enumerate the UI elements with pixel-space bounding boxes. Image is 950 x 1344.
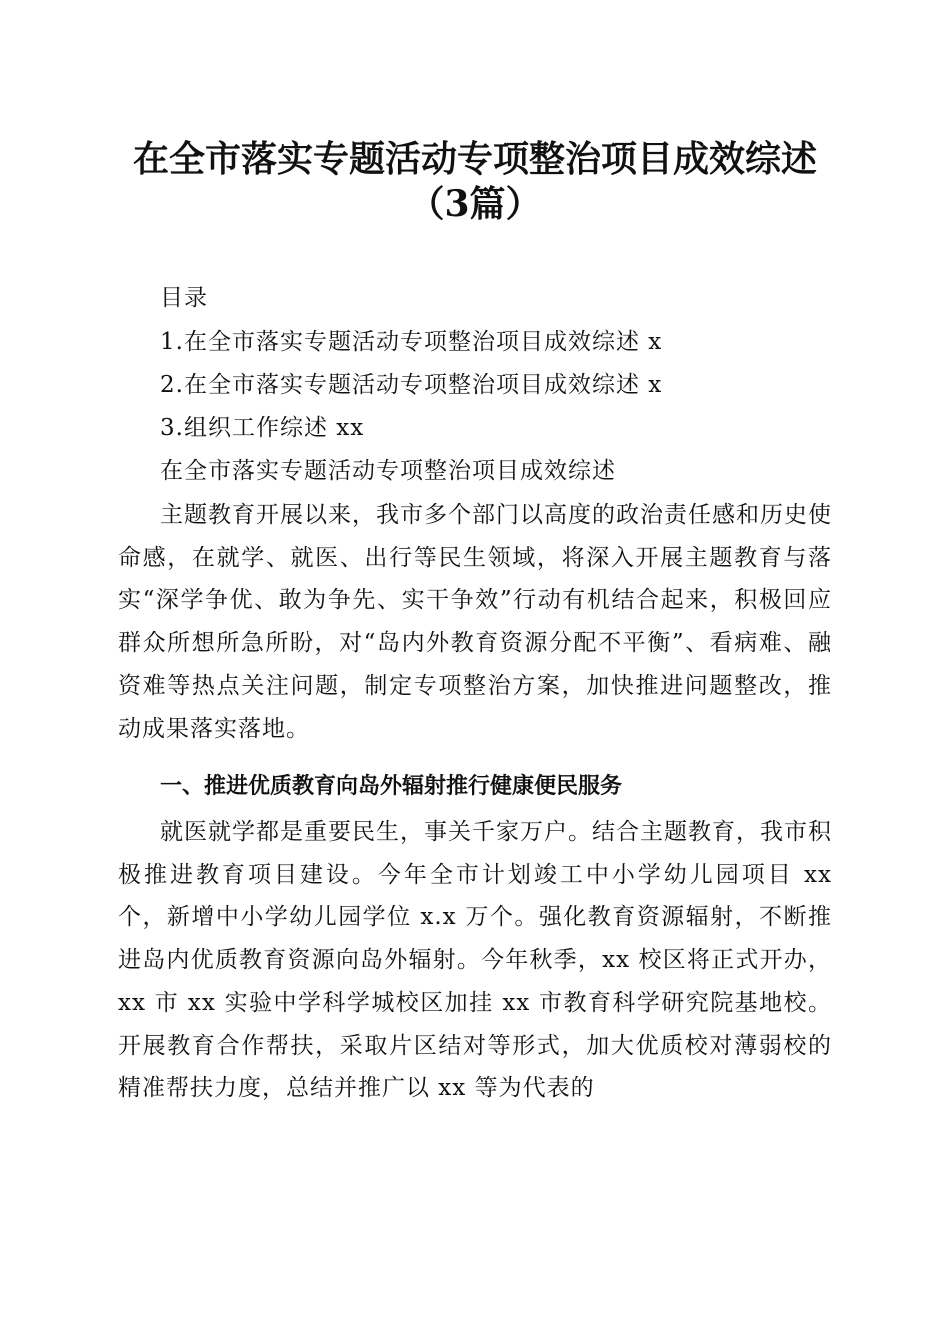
toc-item: 2.在全市落实专题活动专项整治项目成效综述 x	[160, 372, 663, 398]
document-title: 在全市落实专题活动专项整治项目成效综述	[132, 138, 817, 180]
body-paragraph: 就医就学都是重要民生，事关千家万户。结合主题教育，我市积极推进教育项目建设。今年全市计划竣工中小学幼儿园项目 xx 个，新增中小学幼儿园学位 x.x 万个。强化教育资源辐射，不断推进岛内优质教育资源向岛外辐射。今年秋季，xx 校区将正式开办，xx 市 xx 实验中学科学城校区加挂 xx 市教育科学研究院基地校。开展教育合作帮扶，采取片区结对等形式，加大优质校对薄弱校的精准帮扶力度，总结并推广以 xx 等为代表的	[118, 819, 832, 1102]
section-title: 在全市落实专题活动专项整治项目成效综述	[160, 458, 616, 484]
intro-paragraph-block	[118, 494, 832, 750]
toc-label: 目录	[160, 285, 208, 311]
body-paragraph-block	[118, 811, 832, 1110]
document-title-count: （3篇）	[408, 183, 542, 225]
toc-item: 3.组织工作综述 xx	[160, 415, 365, 441]
toc-item: 1.在全市落实专题活动专项整治项目成效综述 x	[160, 329, 663, 355]
intro-paragraph: 主题教育开展以来，我市多个部门以高度的政治责任感和历史使命感，在就学、就医、出行等民生领域，将深入开展主题教育与落实“深学争优、敢为争先、实干争效”行动有机结合起来，积极回应群众所想所急所盼，对“岛内外教育资源分配不平衡”、看病难、融资难等热点关注问题，制定专项整治方案，加快推进问题整改，推动成果落实落地。	[118, 502, 832, 742]
heading-1: 一、推进优质教育向岛外辐射推行健康便民服务	[160, 774, 623, 799]
